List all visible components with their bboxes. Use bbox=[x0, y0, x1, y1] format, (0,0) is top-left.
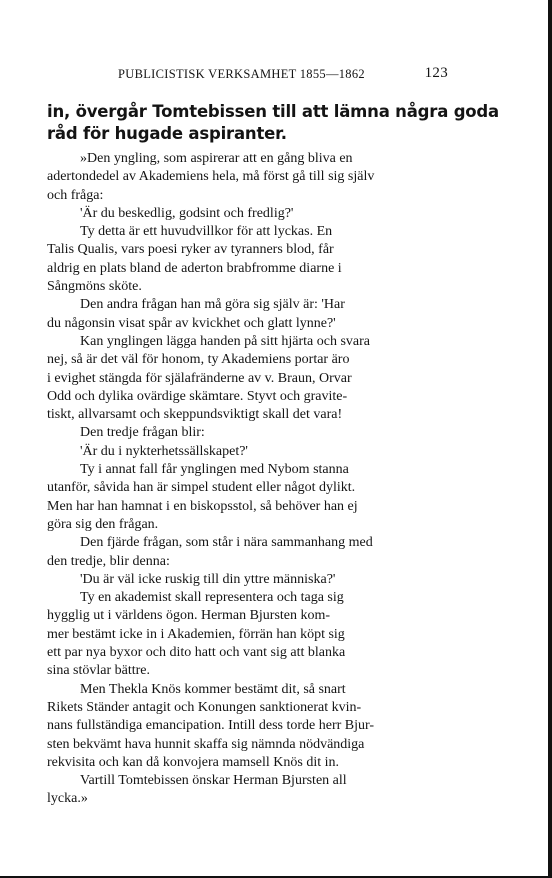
text-line: Ty detta är ett huvudvillkor för att lyckas. En bbox=[80, 224, 333, 240]
text-line: den tredje, blir denna: bbox=[47, 553, 170, 569]
text-line: 'Är du beskedlig, godsint och fredlig?' bbox=[80, 205, 294, 221]
text-line: 'Du är väl icke ruskig till din yttre människa?' bbox=[80, 571, 336, 587]
page-header bbox=[118, 66, 448, 86]
text-line: göra sig den frågan. bbox=[47, 516, 159, 532]
page-body bbox=[47, 101, 499, 809]
paragraph bbox=[47, 534, 447, 571]
text-line: Men har han hamnat i en biskopsstol, så behöver han ej bbox=[47, 498, 358, 514]
text-line: hygglig ut i världens ögon. Herman Bjursten kom- bbox=[47, 608, 331, 624]
paragraph bbox=[47, 461, 447, 534]
text-line: mer bestämt icke in i Akademien, förrän han köpt sig bbox=[47, 626, 345, 642]
paragraph bbox=[47, 205, 447, 223]
text-line: adertondedel av Akademiens hela, må först gå till sig själv bbox=[47, 169, 375, 185]
heading-line: råd för hugade aspiranter. bbox=[47, 124, 287, 143]
body-text bbox=[47, 150, 447, 809]
text-line: i evighet stängda för själafränderne av v. Braun, Orvar bbox=[47, 370, 352, 386]
text-line: Den andra frågan han må göra sig själv är: 'Har bbox=[80, 297, 345, 313]
page-number: 123 bbox=[424, 65, 448, 81]
text-line: du någonsin visat spår av kvickhet och glatt lynne?' bbox=[47, 315, 336, 331]
paragraph bbox=[47, 681, 447, 772]
text-line: lycka.» bbox=[47, 791, 88, 807]
text-line: Den fjärde frågan, som står i nära sammanhang med bbox=[80, 535, 373, 551]
paragraph bbox=[47, 443, 447, 461]
text-line: Vartill Tomtebissen önskar Herman Bjursten all bbox=[80, 773, 347, 789]
text-line: ett par nya byxor och dito hatt och vant sig att blanka bbox=[47, 645, 346, 661]
text-line: utanför, såvida han är simpel student eller något dylikt. bbox=[47, 480, 356, 496]
heading-line: in, övergår Tomtebissen till att lämna några goda bbox=[47, 102, 499, 121]
paragraph bbox=[47, 223, 447, 296]
paragraph bbox=[47, 150, 447, 205]
text-line: sten bekvämt hava hunnit skaffa sig nämnda nödvändiga bbox=[47, 736, 365, 752]
text-line: »Den yngling, som aspirerar att en gång bliva en bbox=[80, 151, 353, 166]
text-line: Rikets Ständer antagit och Konungen sanktionerat kvin- bbox=[47, 699, 362, 715]
text-line: Odd och dylika ovärdige skämtare. Styvt och gravite- bbox=[47, 388, 348, 404]
text-line: Ty en akademist skall representera och taga sig bbox=[80, 590, 344, 606]
text-line: Talis Qualis, vars poesi ryker av tyranners blod, får bbox=[47, 242, 334, 258]
text-line: nej, så är det väl för honom, ty Akademiens portar äro bbox=[47, 352, 350, 368]
text-line: tiskt, allvarsamt och skeppundsviktigt skall det vara! bbox=[47, 407, 343, 423]
text-line: Men Thekla Knös kommer bestämt dit, så snart bbox=[80, 681, 346, 697]
text-line: och fråga: bbox=[47, 187, 104, 203]
text-line: Den tredje frågan blir: bbox=[80, 425, 205, 441]
running-title: PUBLICISTISK VERKSAMHET 1855—1862 bbox=[118, 67, 365, 81]
text-line: Kan ynglingen lägga handen på sitt hjärta och svara bbox=[80, 333, 371, 349]
text-line: Sångmöns sköte. bbox=[47, 279, 142, 295]
paragraph bbox=[47, 296, 447, 333]
paragraph bbox=[47, 571, 447, 589]
paragraph bbox=[47, 589, 447, 680]
text-line: aldrig en plats bland de aderton brabfromme diarne i bbox=[47, 260, 342, 276]
page-edge-right bbox=[548, 0, 552, 878]
text-line: 'Är du i nykterhetssällskapet?' bbox=[80, 443, 248, 459]
text-line: Ty i annat fall får ynglingen med Nybom stanna bbox=[80, 462, 349, 478]
text-line: nans fullständiga emancipation. Intill dess torde herr Bjur- bbox=[47, 718, 375, 734]
paragraph bbox=[47, 333, 447, 424]
text-line: rekvisita och kan då konvojera mamsell Knös dit in. bbox=[47, 754, 339, 770]
section-heading bbox=[47, 101, 499, 145]
text-line: sina stövlar bättre. bbox=[47, 663, 151, 679]
paragraph bbox=[47, 772, 447, 809]
paragraph bbox=[47, 424, 447, 442]
